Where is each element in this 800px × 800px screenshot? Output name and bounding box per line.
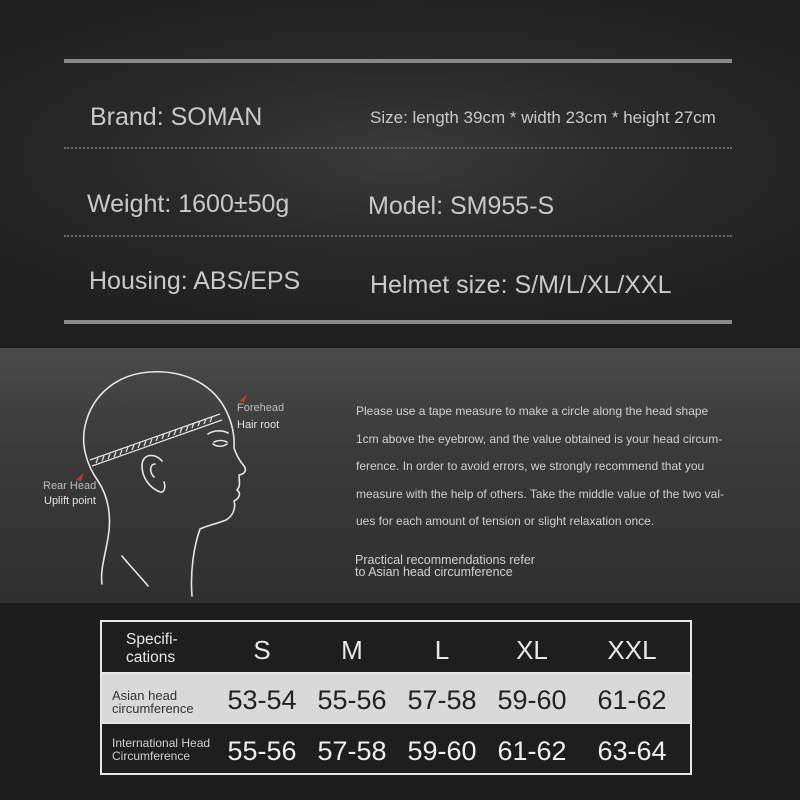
measure-section xyxy=(0,348,800,603)
instruction-line: ues for each amount of tension or slight relaxation once. xyxy=(356,514,655,528)
recommendation-line: to Asian head circumference xyxy=(355,565,513,579)
international-head-label: International Head Circumference xyxy=(112,736,211,763)
table-cell: 59-60 xyxy=(497,685,567,715)
asian-head-label: Asian head circumference xyxy=(112,688,194,716)
table-header-row xyxy=(102,622,690,672)
instruction-line: 1cm above the eyebrow, and the value obtained is your head circum- xyxy=(356,431,723,446)
table-cell: 53-54 xyxy=(227,685,297,715)
recommendation-line: Practical recommendations refer xyxy=(355,553,535,567)
instruction-line: ference. In order to avoid errors, we strongly recommend that you xyxy=(356,459,705,473)
recommendation-note xyxy=(355,554,535,578)
row-divider xyxy=(64,147,732,149)
instruction-line: measure with the help of others. Take the middle value of the two val- xyxy=(356,486,724,501)
specifications-header: Specifi- cations xyxy=(126,631,178,666)
table-cell: 57-58 xyxy=(317,736,387,766)
row-divider xyxy=(64,235,732,237)
brand-text: Brand: SOMAN xyxy=(90,103,263,131)
table-cell: 63-64 xyxy=(597,736,667,766)
rear-head-label: Rear Head xyxy=(43,480,97,492)
size-header-xxl: XXL xyxy=(607,635,657,665)
forehead-label: Forehead xyxy=(237,402,285,414)
size-header-l: L xyxy=(434,635,450,665)
model-text: Model: SM955-S xyxy=(368,192,555,220)
table-cell: 57-58 xyxy=(407,685,477,715)
bottom-divider xyxy=(64,320,732,324)
housing-text: Housing: ABS/EPS xyxy=(89,267,301,295)
size-chart-table xyxy=(100,620,692,775)
weight-text: Weight: 1600±50g xyxy=(87,190,290,218)
uplift-point-label: Uplift point xyxy=(44,495,96,507)
table-row-asian xyxy=(102,674,690,722)
helmet-size-text: Helmet size: S/M/L/XL/XXL xyxy=(370,271,672,299)
top-divider xyxy=(64,59,732,63)
size-header-m: M xyxy=(341,635,363,665)
size-text: Size: length 39cm * width 23cm * height 27cm xyxy=(370,108,716,127)
table-cell: 55-56 xyxy=(227,736,297,766)
forehead-marker-icon xyxy=(240,394,247,402)
table-row-international xyxy=(102,724,690,773)
table-cell: 61-62 xyxy=(497,736,567,766)
size-header-xl: XL xyxy=(516,635,548,665)
size-header-s: S xyxy=(253,635,271,665)
table-cell: 59-60 xyxy=(407,736,477,766)
spec-section xyxy=(0,0,800,348)
hair-root-label: Hair root xyxy=(237,419,280,431)
table-cell: 61-62 xyxy=(597,685,667,715)
measure-instructions xyxy=(356,398,746,536)
table-cell: 55-56 xyxy=(317,685,387,715)
tape-measure xyxy=(90,414,222,466)
instruction-line: Please use a tape measure to make a circle along the head shape xyxy=(356,404,709,418)
